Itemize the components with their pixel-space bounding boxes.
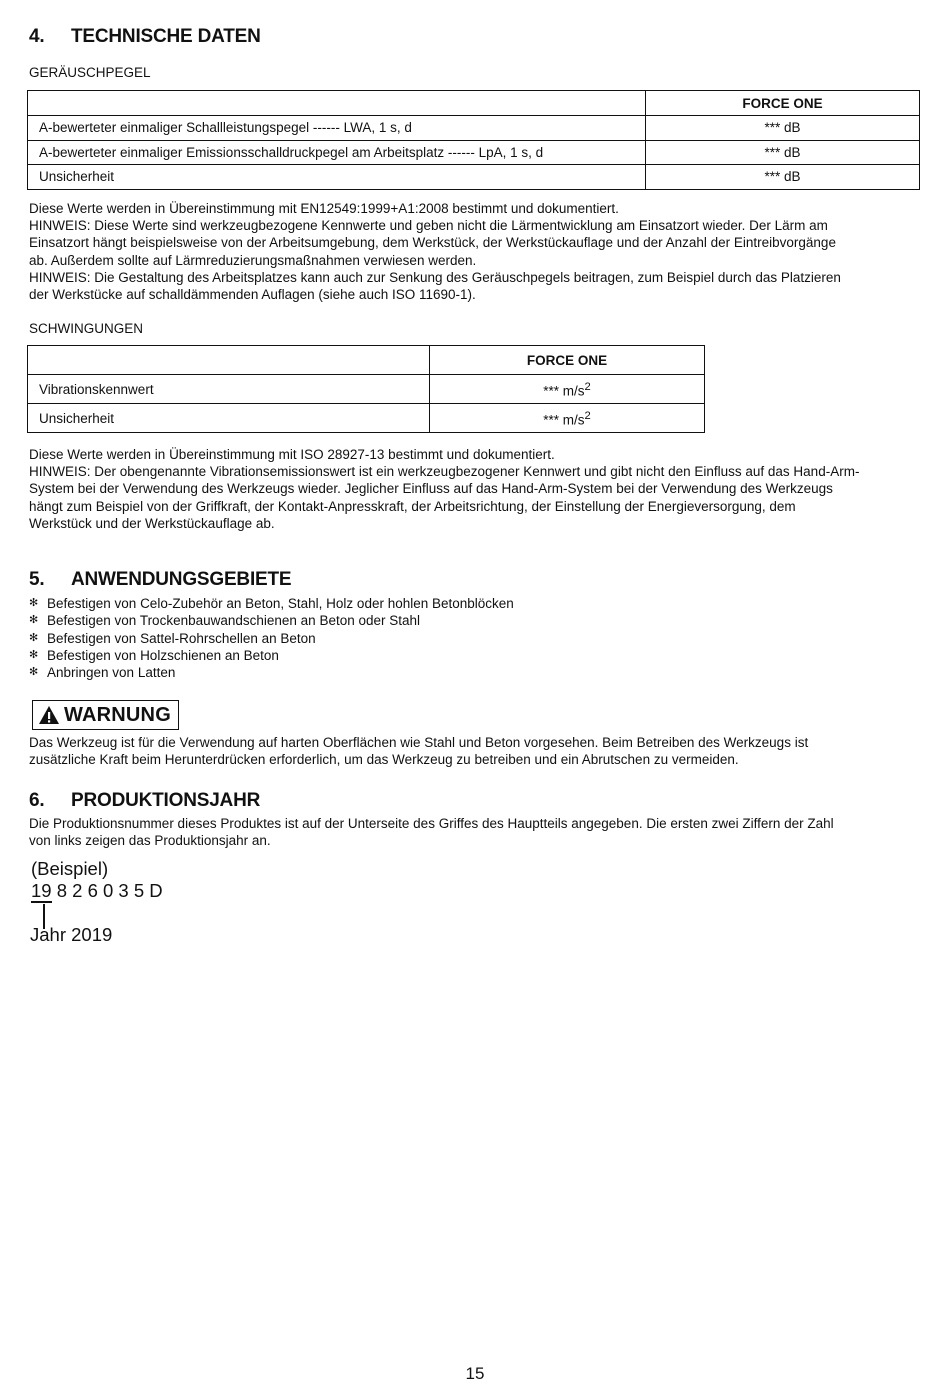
table-cell-value: *** dB [646,140,920,165]
value-text: *** m/s [543,412,585,428]
table-row [28,165,920,190]
serial-year-digits: 19 [31,880,52,901]
warning-line: Das Werkzeug ist für die Verwendung auf harten Oberflächen wie Stahl und Beton vorgesehen. Beim Betreiben des Werkzeugs ist [29,735,809,750]
section-5-title: ANWENDUNGSGEBIETE [71,569,292,590]
list-item-text: Befestigen von Sattel-Rohrschellen an Beton [47,630,316,646]
value-exponent: 2 [584,380,591,393]
serial-number [31,882,163,899]
production-year-text [29,815,929,849]
table-header-row [28,91,920,116]
warning-label: WARNUNG [64,703,171,726]
table-header-row [28,346,705,375]
section-4-heading [29,28,261,45]
section-5-number: 5. [29,569,45,590]
warning-text [29,734,929,768]
bullet-asterisk-icon: ✻ [29,597,39,609]
warning-badge [32,700,179,730]
table-cell-value [430,375,705,404]
note-line: hängt zum Beispiel von der Griffkraft, der Kontakt-Anpresskraft, der Arbeitsrichtung, der Einstellung der Energieversorgung, dem [29,498,796,514]
note-line: System bei der Verwendung des Werkzeugs wieder. Jeglicher Einfluss auf das Hand-Arm-System bei der Verwendung des Werkzeugs [29,481,833,497]
text-line: von links zeigen das Produktionsjahr an. [29,833,271,849]
note-line: HINWEIS: Diese Werte sind werkzeugbezogene Kennwerte und geben nicht die Lärmentwicklung am Einsatzort wieder. Der Lärm am [29,218,828,234]
vibration-heading: SCHWINGUNGEN [29,321,143,336]
year-caption: Jahr 2019 [30,924,113,945]
list-item-text: Befestigen von Holzschienen an Beton [47,647,279,663]
list-item [29,595,909,612]
list-item-text: Anbringen von Latten [47,665,176,681]
section-5-heading [29,571,291,588]
note-line: Einsatzort hängt beispielsweise von der Arbeitsumgebung, dem Werkstück, der Werkstückauflage und der Anzahl der Eintreibvorgänge [29,235,836,251]
note-line: Werkstück und der Werkstückauflage ab. [29,515,275,531]
bullet-asterisk-icon: ✻ [29,666,39,679]
vibration-note [29,446,929,532]
list-item [29,630,909,647]
section-6-title: PRODUKTIONSJAHR [71,790,261,811]
list-item-text: Befestigen von Celo-Zubehör an Beton, Stahl, Holz oder hohlen Betonblöcken [47,596,514,611]
table-header-empty [28,346,430,375]
section-6-number: 6. [29,790,45,811]
section-4-title: TECHNISCHE DATEN [71,26,261,47]
note-line: Diese Werte werden in Übereinstimmung mit EN12549:1999+A1:2008 bestimmt und dokumentiert. [29,201,619,216]
section-4-number: 4. [29,26,45,47]
warning-line: zusätzliche Kraft beim Herunterdrücken erforderlich, um das Werkzeug zu betreiben und ein Abrutschen zu vermeiden. [29,752,739,768]
warning-triangle-icon [38,705,60,725]
value-text: *** m/s [543,383,585,399]
bullet-asterisk-icon: ✻ [29,614,39,627]
noise-table [27,90,920,190]
application-list [29,595,909,681]
text-line: Die Produktionsnummer dieses Produktes ist auf der Unterseite des Griffes des Hauptteils angegeben. Die ersten zwei Ziffern der Zahl [29,816,834,831]
page-number: 15 [465,1364,485,1383]
table-header-empty [28,91,646,116]
serial-rest: 8 2 6 0 3 5 D [51,880,163,901]
noise-heading: GERÄUSCHPEGEL [29,65,151,80]
bullet-asterisk-icon: ✻ [29,648,39,661]
note-line: HINWEIS: Der obengenannte Vibrationsemissionswert ist ein werkzeugbezogener Kennwert und gibt nicht den Einfluss auf das Hand-Arm- [29,464,860,480]
table-header-model: FORCE ONE [430,346,705,375]
table-cell-label: A-bewerteter einmaliger Emissionsschalldruckpegel am Arbeitsplatz ------ LpA, 1 s, d [28,140,646,165]
note-line: ab. Außerdem sollte auf Lärmreduzierungsmaßnahmen verwiesen werden. [29,252,477,268]
example-label: (Beispiel) [31,858,109,879]
vibration-table [27,345,705,433]
note-line: der Werkstücke auf schalldämmenden Auflagen (siehe auch ISO 11690-1). [29,287,476,303]
table-cell-label: Unsicherheit [28,165,646,190]
value-exponent: 2 [584,409,591,422]
table-row [28,404,705,433]
table-cell-label: A-bewerteter einmaliger Schallleistungspegel ------ LWA, 1 s, d [28,116,646,141]
list-item [29,647,909,664]
table-header-model: FORCE ONE [646,91,920,116]
list-item [29,664,909,681]
table-row [28,116,920,141]
table-cell-value [430,404,705,433]
note-line: Diese Werte werden in Übereinstimmung mit ISO 28927-13 bestimmt und dokumentiert. [29,447,555,462]
table-row [28,140,920,165]
table-cell-label: Unsicherheit [28,404,430,433]
section-6-heading [29,792,260,809]
note-line: HINWEIS: Die Gestaltung des Arbeitsplatzes kann auch zur Senkung des Geräuschpegels beitragen, zum Beispiel durch das Platzieren [29,269,841,285]
list-item [29,612,909,629]
noise-note [29,200,929,303]
list-item-text: Befestigen von Trockenbauwandschienen an Beton oder Stahl [47,613,421,629]
bullet-asterisk-icon: ✻ [29,631,39,644]
table-cell-label: Vibrationskennwert [28,375,430,404]
table-cell-value: *** dB [646,116,920,141]
table-row [28,375,705,404]
table-cell-value: *** dB [646,165,920,190]
